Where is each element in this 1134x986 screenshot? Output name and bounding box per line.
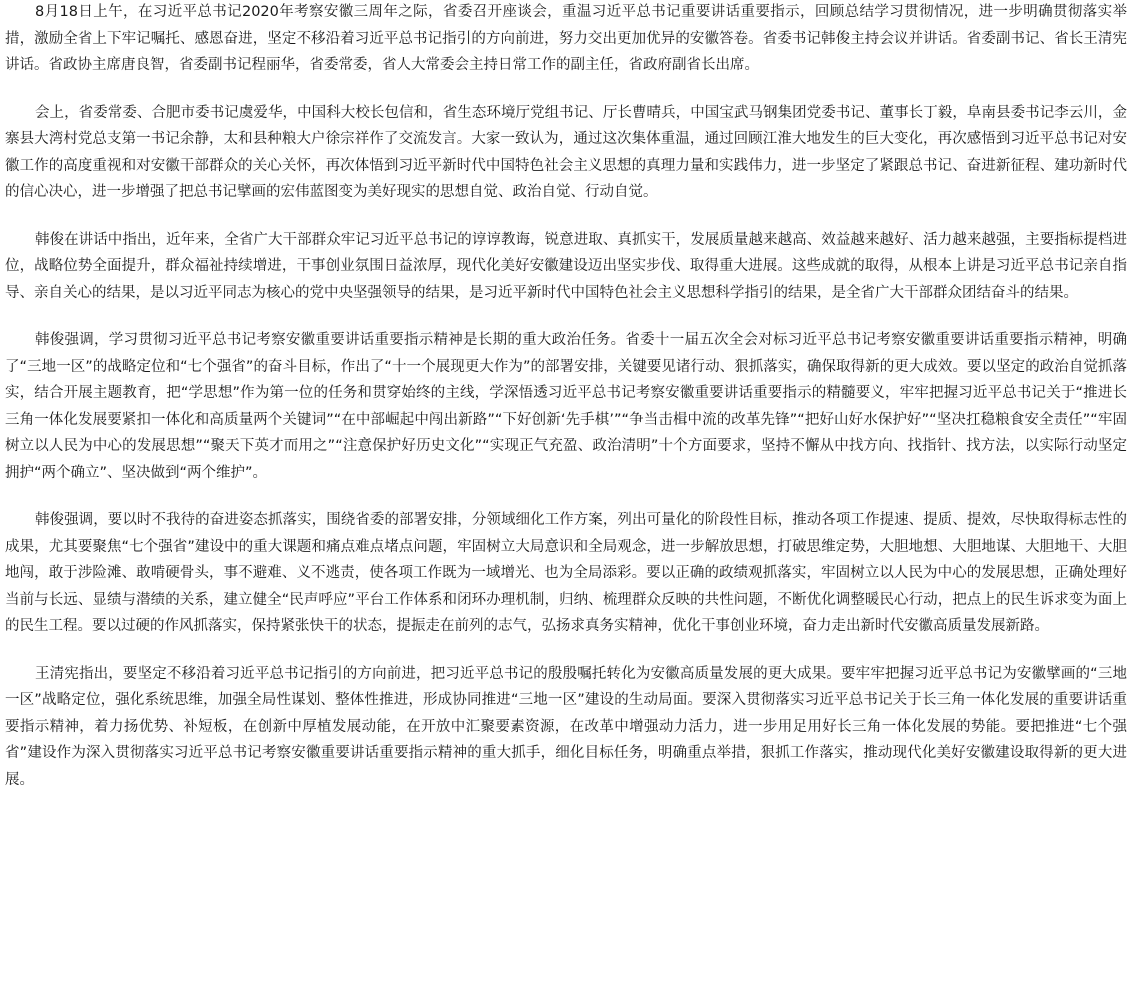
paragraph-meeting-summary: 8月18日上午，在习近平总书记2020年考察安徽三周年之际，省委召开座谈会，重温习近平总书记重要讲话重要指示，回顾总结学习贯彻情况，进一步明确贯彻落实举措，激励全省上下牢记嘱托、感恩奋进，坚定不移沿着习近平总书记指引的方向前进，努力交出更加优异的安徽答卷。省委书记韩俊主持会议并讲话。省委副书记、省长王清宪讲话。省政协主席唐良智，省委副书记程丽华，省委常委，省人大常委会主持日常工作的副主任，省政府副省长出席。 [5,4,1127,73]
paragraph-han-jun-implementation: 韩俊强调，要以时不我待的奋进姿态抓落实，围绕省委的部署安排，分领域细化工作方案，列出可量化的阶段性目标，推动各项工作提速、提质、提效，尽快取得标志性的成果，尤其要聚焦“七个强省”建设中的重大课题和痛点难点堵点问题，牢固树立大局意识和全局观念，进一步解放思想，打破思维定势，大胆地想、大胆地谋、大胆地干、大胆地闯，敢于涉险滩、敢啃硬骨头，事不避难、义不逃责，使各项工作既为一域增光、也为全局添彩。要以正确的政绩观抓落实，牢固树立以人民为中心的发展思想，正确处理好当前与长远、显绩与潜绩的关系，建立健全“民声呼应”平台工作体系和闭环办理机制，归纳、梳理群众反映的共性问题，不断优化调整暖民心行动，把点上的民生诉求变为面上的民生工程。要以过硬的作风抓落实，保持紧张快干的状态，提振走在前列的志气，弘扬求真务实精神，优化干事创业环境，奋力走出新时代安徽高质量发展新路。 [5,512,1127,634]
paragraph-wang-qingxian-speech: 王清宪指出，要坚定不移沿着习近平总书记指引的方向前进，把习近平总书记的殷殷嘱托转化为安徽高质量发展的更大成果。要牢牢把握习近平总书记为安徽擘画的“三地一区”战略定位，强化系统思维，加强全局性谋划、整体性推进，形成协同推进“三地一区”建设的生动局面。要深入贯彻落实习近平总书记关于长三角一体化发展的重要讲话重要指示精神，着力扬优势、补短板，在创新中厚植发展动能，在开放中汇聚要素资源，在改革中增强动力活力，进一步用足用好长三角一体化发展的势能。要把推进“七个强省”建设作为深入贯彻落实习近平总书记考察安徽重要讲话重要指示精神的重大抓手，细化目标任务，明确重点举措，狠抓工作落实，推动现代化美好安徽建设取得新的更大进展。 [5,665,1127,788]
paragraph-han-jun-political-task: 韩俊强调，学习贯彻习近平总书记考察安徽重要讲话重要指示精神是长期的重大政治任务。省委十一届五次全会对标习近平总书记考察安徽重要讲话重要指示精神，明确了“三地一区”的战略定位和“七个强省”的奋斗目标，作出了“十一个展现更大作为”的部署安排，关键要见诸行动、狠抓落实，确保取得新的更大成效。要以坚定的政治自觉抓落实，结合开展主题教育，把“学思想”作为第一位的任务和贯穿始终的主线，学深悟透习近平总书记考察安徽重要讲话重要指示的精髓要义，牢牢把握习近平总书记关于“推进长三角一体化发展要紧扣一体化和高质量两个关键词”“在中部崛起中闯出新路”“下好创新‘先手棋’”“争当击楫中流的改革先锋”“把好山好水保护好”“坚决扛稳粮食安全责任”“牢固树立以人民为中心的发展思想”“聚天下英才而用之”“注意保护好历史文化”“实现正气充盈、政治清明”十个方面要求，坚持不懈从中找方向、找指针、找方法，以实际行动坚定拥护“两个确立”、坚决做到“两个维护”。 [5,332,1127,481]
paragraph-exchange-speeches: 会上，省委常委、合肥市委书记虞爱华，中国科大校长包信和，省生态环境厅党组书记、厅长曹晴兵，中国宝武马钢集团党委书记、董事长丁毅，阜南县委书记李云川，金寨县大湾村党总支第一书记余静，太和县种粮大户徐宗祥作了交流发言。大家一致认为，通过这次集体重温，通过回顾江淮大地发生的巨大变化，再次感悟到习近平总书记对安徽工作的高度重视和对安徽干部群众的关心关怀，再次体悟到习近平新时代中国特色社会主义思想的真理力量和实践伟力，进一步坚定了紧跟总书记、奋进新征程、建功新时代的信心决心，进一步增强了把总书记擘画的宏伟蓝图变为美好现实的思想自觉、政治自觉、行动自觉。 [5,104,1127,200]
paragraph-han-jun-achievements: 韩俊在讲话中指出，近年来，全省广大干部群众牢记习近平总书记的谆谆教诲，锐意进取、真抓实干，发展质量越来越高、效益越来越好、活力越来越强，主要指标提档进位，战略位势全面提升，群众福祉持续增进，干事创业氛围日益浓厚，现代化美好安徽建设迈出坚实步伐、取得重大进展。这些成就的取得，从根本上讲是习近平总书记亲自指导、亲自关心的结果，是以习近平同志为核心的党中央坚强领导的结果，是习近平新时代中国特色社会主义思想科学指引的结果，是全省广大干部群众团结奋斗的结果。 [5,231,1127,301]
